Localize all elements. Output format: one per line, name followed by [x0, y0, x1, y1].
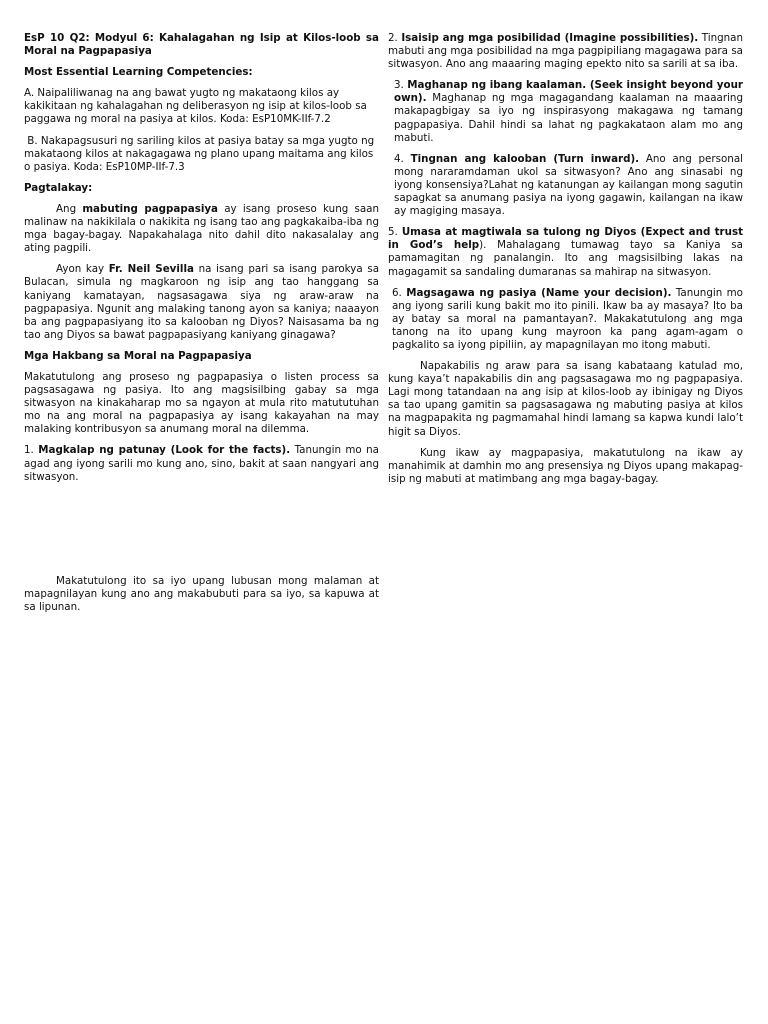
- paragraph-good-decision: Ang mabuting pagpapasiya ay isang proseso kung saan malinaw na nakikilala o nakikita ng isang tao ang pagkakaiba-iba ng mga bagay-bagay. Napakahalaga nito dahil dito nakasalalay ang ating pagpili.: [24, 202, 379, 255]
- right-column: [388, 32, 743, 486]
- left-column: [24, 32, 379, 484]
- paragraph-listen-process: Makatutulong ang proseso ng pagpapasiya o listen process sa pagsasagawa ng pasiya. Ito ang magsisilbing gabay sa mga sitwasyon na kinakaharap mo sa ngayon at mula rito matututuhan mo na ang moral na pagpapasiya ay isang kakayahan na may malaking kontribusyon sa anumang moral na dilemma.: [24, 370, 379, 436]
- discussion-heading: Pagtalakay:: [24, 181, 93, 194]
- step-3: 3. Maghanap ng ibang kaalaman. (Seek insight beyond your own). Maghanap ng mga magagandang kaalaman na maaaring makapagbigay sa iyo ng inspirasyong makagawa ng tamang pagpapasiya. Dahil hindi sa lahat ng pagkakataon alam mo ang mabuti.: [394, 79, 743, 144]
- step-4: 4. Tingnan ang kalooban (Turn inward). Ano ang personal mong nararamdaman ukol sa sitwasyon? Ano ang sinasabi ng iyong konsensiya?Lahat ng katanungan ay kailangan mong sagutin sapagkat sa anumang pasiya na iyong gagawin, kailangan na ikaw ay magiging masaya.: [394, 152, 743, 218]
- step-6: 6. Magsagawa ng pasiya (Name your decision). Tanungin mo ang iyong sarili kung bakit mo ito pinili. Ikaw ba ay masaya? Ito ba ay batay sa moral na pamantayan?. Makakatutulong ang mga tanong na ito upang kung mayroon ka pang agam-agam o pagkalito sa iyong pipiliin, ay mapagnilayan mo itong mabuti.: [392, 286, 743, 351]
- step-2: 2. Isaisip ang mga posibilidad (Imagine possibilities). Tingnan mabuti ang mga posibilidad na mga pagpipiliang magagawa para sa sitwasyon. Ano ang maaaring maging epekto nito sa sarili at sa iba.: [388, 32, 743, 71]
- step-1: 1. Magkalap ng patunay (Look for the facts). Tanungin mo na agad ang iyong sarili mo kung ano, sino, bakit at saan nangyari ang sitwasyon.: [24, 444, 379, 483]
- paragraph-young-decision: Napakabilis ng araw para sa isang kabataang katulad mo, kung kaya’t napakabilis din ang pagsasagawa mo ng pagpapasiya. Lagi mong tatandaan na ang isip at kilos-loob ay ibinigay ng Diyos sa tao upang gamitin sa pagsasagawa ng mabuting pasiya at kilos na magpapakita ng pagmamahal hindi lamang sa kapwa kundi lalo’t higit sa Diyos.: [388, 360, 743, 438]
- closing-paragraph: Makatutulong ito sa iyo upang lubusan mong malaman at mapagnilayan kung ano ang makabubuti para sa iyo, sa kapuwa at sa lipunan.: [24, 575, 379, 614]
- competencies-heading: Most Essential Learning Competencies:: [24, 66, 253, 79]
- paragraph-fr-sevilla: Ayon kay Fr. Neil Sevilla na isang pari sa isang parokya sa Bulacan, simula ng magkaroon ng isip ang tao hanggang sa kaniyang kamatayan, nagsasagawa siya ng araw-araw na pagpapasiya. Ngunit ang malaking tanong ayon sa kaniya; naaayon ba ang pagpapasiyang ito sa kalooban ng Diyos? Naisasama ba ng tao ang Diyos sa bawat pagpapasiyang kaniyang ginagawa?: [24, 263, 380, 341]
- paragraph-be-silent: Kung ikaw ay magpapasiya, makatutulong na ikaw ay manahimik at damhin mo ang presensiya ng Diyos upang makapag-isip ng mabuti at matimbang ang mga bagay-bagay.: [388, 446, 743, 485]
- step-5: 5. Umasa at magtiwala sa tulong ng Diyos (Expect and trust in God’s help). Mahalagang tumawag tayo sa Kaniya sa pamamagitan ng panalangin. Ito ang magsisilbing lakas na magagamit sa sandaling dumaranas sa mahirap na sitwasyon.: [388, 226, 743, 278]
- competency-b: B. Nakapagsusuri ng sariling kilos at pasiya batay sa mga yugto ng makataong kilos at nakagagawa ng plano upang maitama ang kilos o pasiya. Koda: EsP10MP-IIf-7.3: [24, 134, 378, 173]
- competency-a: A. Naipaliliwanag na ang bawat yugto ng makataong kilos ay kakikitaan ng kahalagahan ng deliberasyon ng isip at kilos-loob sa paggawa ng moral na pasiya at kilos. Koda: EsP10MK-IIf-7.2: [24, 87, 367, 126]
- module-title: EsP 10 Q2: Modyul 6: Kahalagahan ng Isip at Kilos-loob sa Moral na Pagpapasiya: [24, 32, 379, 58]
- steps-heading: Mga Hakbang sa Moral na Pagpapasiya: [24, 349, 252, 362]
